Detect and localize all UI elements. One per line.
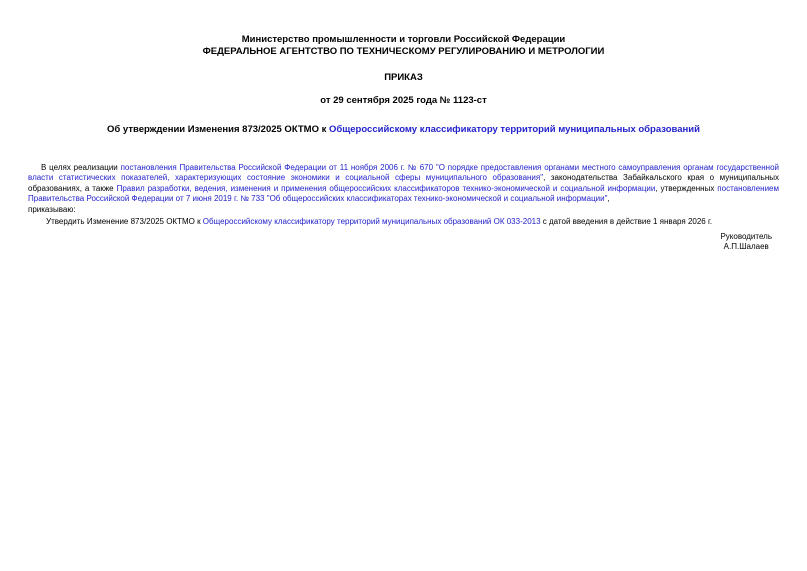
document-link[interactable]: постановления Правительства Российской Федерации от 11 ноября 2006 г. № 670 "О порядке предоставления органами местного самоуправления органам государственной власти статистических показателей, характеризующих состояние экономики и социальной сферы муниципального образования": [28, 163, 779, 183]
text-run: ,: [607, 193, 610, 203]
text-run: , законодательства Забайкальского края о муниципальных образованиях, а также: [28, 173, 779, 193]
document-link[interactable]: Общероссийскому классификатору территорий муниципальных образований ОК 033-2013: [202, 217, 541, 227]
document-link[interactable]: постановлением Правительства Российской Федерации от 7 июня 2019 г. № 733 "Об общероссийских классификаторах технико-экономической и социальной информации": [28, 183, 779, 203]
prikaz-word: приказываю:: [28, 205, 76, 215]
paragraph-preamble: [28, 163, 779, 204]
document-link[interactable]: Правил разработки, ведения, изменения и применения общероссийских классификаторов технико-экономической и социальной информации: [116, 183, 656, 193]
signer-name: А.П.Шалаев: [723, 241, 769, 251]
signature-block: [28, 232, 779, 252]
signer-position: Руководитель: [720, 231, 772, 241]
text-run: Об утверждении Изменения 873/2025 ОКТМО к: [107, 124, 329, 135]
doc-type: ПРИКАЗ: [384, 72, 423, 83]
text-run: Утвердить Изменение 873/2025 ОКТМО к: [46, 217, 203, 227]
text-run: В целях реализации: [41, 163, 121, 172]
document-body: [28, 163, 779, 252]
agency-line: ФЕДЕРАЛЬНОЕ АГЕНТСТВО ПО ТЕХНИЧЕСКОМУ РЕГУЛИРОВАНИЮ И МЕТРОЛОГИИ: [202, 46, 605, 57]
text-run: с датой введения в действие 1 января 2026 г.: [540, 217, 713, 227]
signature-inner: [720, 232, 772, 252]
page-title: [0, 124, 807, 136]
document-link[interactable]: Общероссийскому классификатору территорий муниципальных образований: [329, 124, 700, 135]
ministry-line: Министерство промышленности и торговли Российской Федерации: [241, 34, 566, 45]
paragraph-order: [28, 217, 779, 227]
doc-date-number: от 29 сентября 2025 года № 1123-ст: [320, 95, 487, 106]
text-run: , утвержденных: [655, 183, 718, 193]
